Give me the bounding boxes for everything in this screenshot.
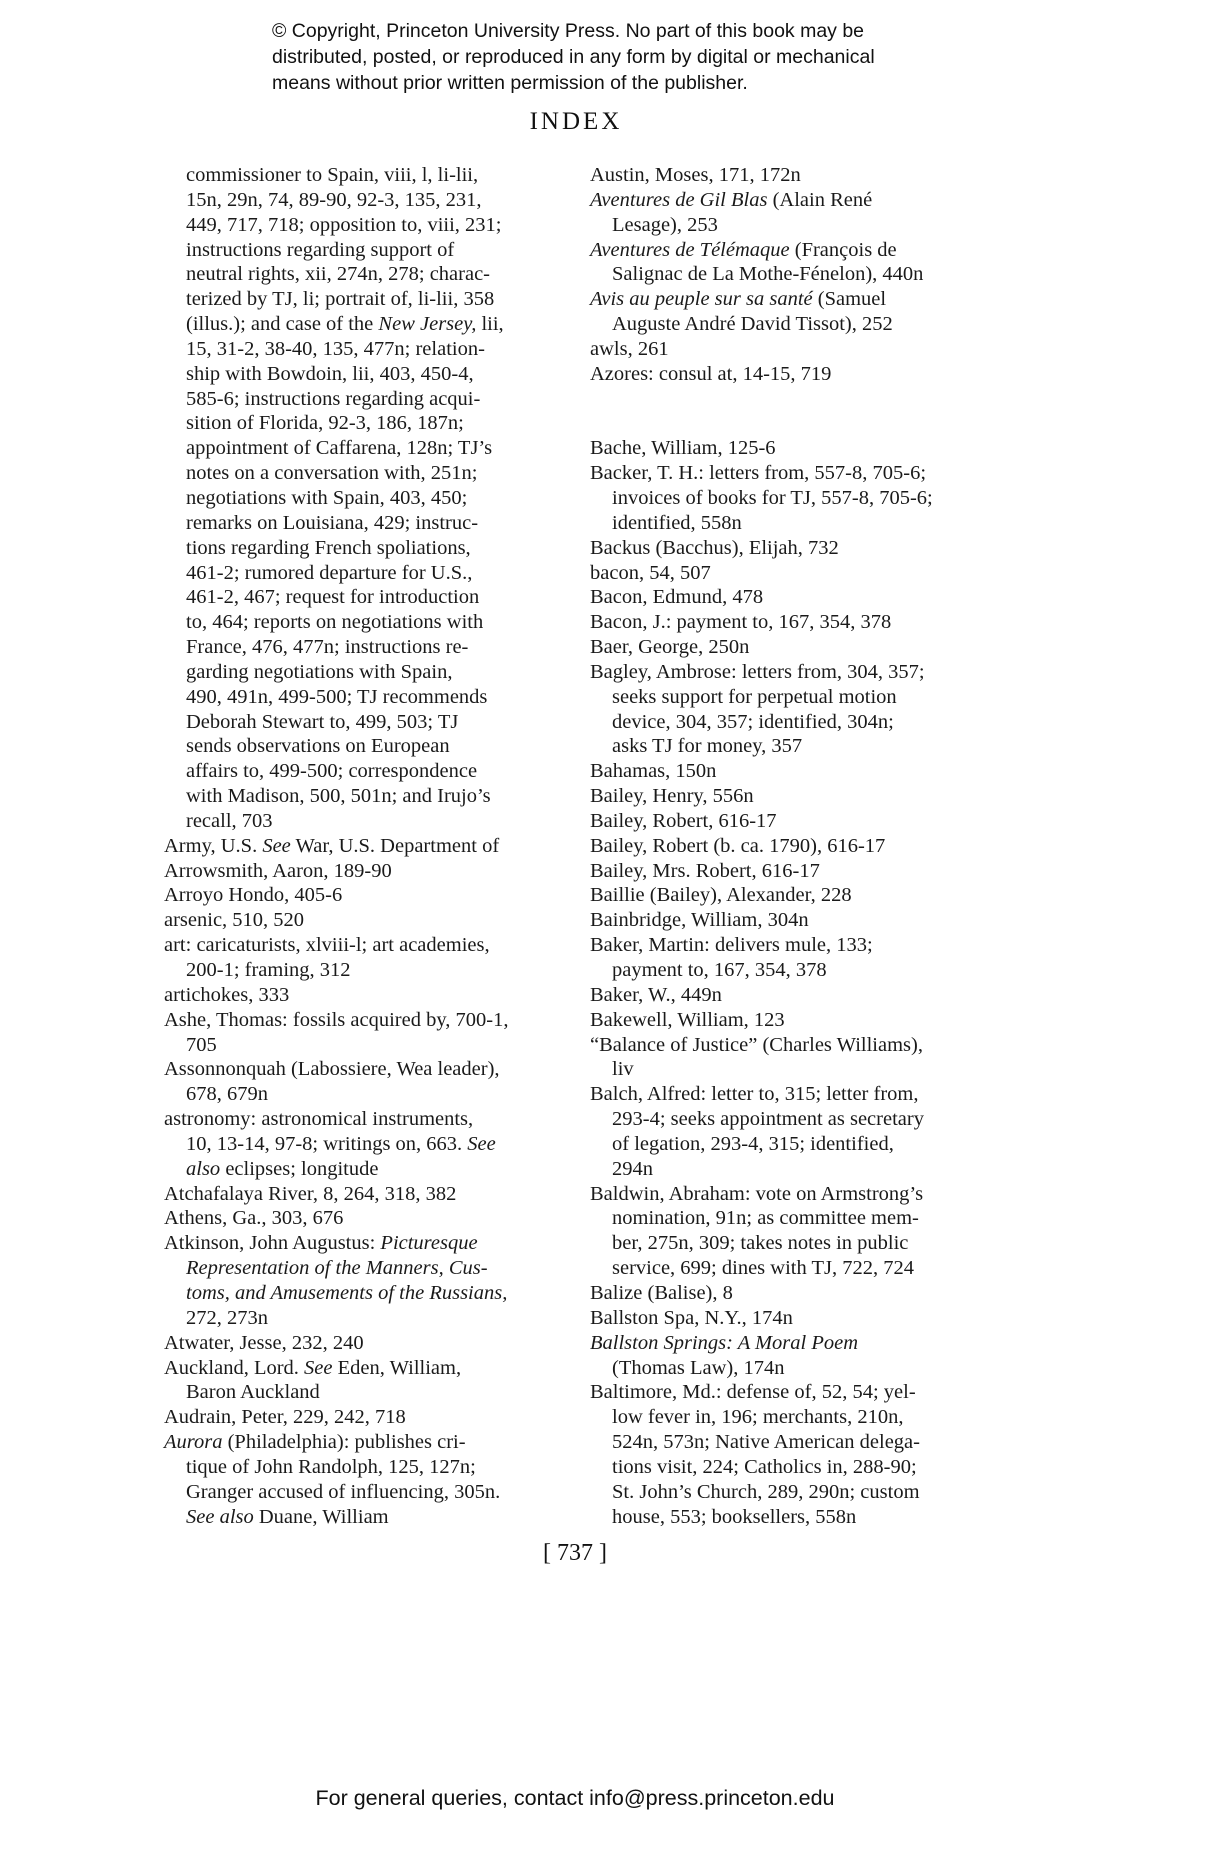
index-entry-head [164,1231,574,1256]
index-text: Baltimore, Md.: defense of, 52, 54; yel- [590,1381,916,1404]
index-entry-head [590,536,1002,561]
index-entry-head [164,983,574,1008]
index-text: Bahamas, 150n [590,760,717,783]
index-text: sends observations on European [186,735,450,758]
index-entry-continuation [164,387,574,412]
index-entry-head [590,809,1002,834]
index-text: Duane, William [253,1505,389,1528]
index-text: (illus.); and case of the [186,313,379,336]
index-text: Aventures de Télémaque [590,238,790,261]
index-entry-continuation [164,511,574,536]
index-column-right [590,163,1002,1529]
index-text: Azores: consul at, 14-15, 719 [590,362,832,385]
index-text: Representation of the Manners, Cus- [186,1257,488,1280]
index-entry-head [590,933,1002,958]
index-text: 200-1; framing, 312 [186,959,351,981]
index-entry-head [164,859,574,884]
index-entry-head [164,1331,574,1356]
index-entry-head [590,784,1002,809]
index-entry-continuation [164,287,574,312]
index-entry-continuation [590,958,1002,983]
index-text: Arroyo Hondo, 405-6 [164,884,343,907]
index-entry-head [164,1182,574,1207]
index-entry-head [590,834,1002,859]
index-entry-continuation [590,312,1002,337]
index-text: 490, 491n, 499-500; TJ recommends [186,685,488,708]
index-text: Assonnonquah (Labossiere, Wea leader), [164,1058,500,1081]
index-text: Salignac de La Mothe-Fénelon), 440n [612,263,924,286]
index-text: ber, 275n, 309; takes notes in public [612,1232,909,1255]
index-entry-continuation [164,1480,574,1505]
index-entry-head [164,1107,574,1132]
index-entry-continuation [164,784,574,809]
index-text: Audrain, Peter, 229, 242, 718 [164,1406,406,1429]
index-entry-continuation [590,1231,1002,1256]
index-text: affairs to, 499-500; correspondence [186,760,478,783]
index-text: artichokes, 333 [164,983,290,1006]
index-text: low fever in, 196; merchants, 210n, [612,1406,904,1429]
index-entry-continuation [590,1132,1002,1157]
index-text: house, 553; booksellers, 558n [612,1505,857,1528]
index-text: recall, 703 [186,809,273,832]
index-text: See [467,1132,496,1155]
index-text: terized by TJ, li; portrait of, li-lii, 358 [186,288,495,311]
index-entry-continuation [590,1455,1002,1480]
index-entry-continuation [164,362,574,387]
index-entry-head [590,436,1002,461]
index-entry-head [590,635,1002,660]
index-text: identified, 558n [612,511,742,534]
index-text: nomination, 91n; as committee mem- [612,1207,919,1230]
index-text: (Thomas Law), 174n [612,1356,785,1379]
index-entry-head [590,1082,1002,1107]
index-text: appointment of Caffarena, 128n; TJ’s [186,437,493,460]
index-entry-continuation [164,1132,574,1157]
index-text: Bakewell, William, 123 [590,1008,785,1031]
index-entry-head [164,883,574,908]
index-entry-continuation [590,1480,1002,1505]
index-entry-head [590,859,1002,884]
index-spacer [590,387,1002,412]
index-entry-continuation [164,163,574,188]
index-text: 15, 31-2, 38-40, 135, 477n; relation- [186,337,485,360]
index-text: also [186,1157,221,1180]
index-entry-head [590,337,1002,362]
index-entry-continuation [590,710,1002,735]
index-entry-head [590,163,1002,188]
index-text: Bailey, Henry, 556n [590,785,754,808]
index-text: negotiations with Spain, 403, 450; [186,486,468,509]
index-text: with Madison, 500, 501n; and Irujo’s [186,785,491,808]
index-text: of legation, 293-4, 315; identified, [612,1132,894,1155]
index-text: liv [612,1058,634,1081]
index-entry-continuation [590,1430,1002,1455]
index-entry-continuation [590,1107,1002,1132]
index-entry-head [590,759,1002,784]
index-entry-head [590,883,1002,908]
index-entry-continuation [590,685,1002,710]
index-entry-continuation [164,1157,574,1182]
index-text: Atchafalaya River, 8, 264, 318, 382 [164,1182,457,1205]
index-entry-continuation [590,1505,1002,1530]
index-text: New Jersey, [378,313,477,336]
index-text: payment to, 167, 354, 378 [612,959,827,981]
index-entry-head [590,561,1002,586]
index-text: Baillie (Bailey), Alexander, 228 [590,884,852,907]
index-text: Arrowsmith, Aaron, 189-90 [164,859,392,882]
index-entry-continuation [164,238,574,263]
index-text: 461-2, 467; request for introduction [186,586,480,609]
index-entry-head [590,238,1002,263]
index-entry-head [590,908,1002,933]
index-entry-continuation [164,536,574,561]
index-text: notes on a conversation with, 251n; [186,462,478,485]
index-entry-head [590,1008,1002,1033]
index-entry-head [164,908,574,933]
index-text: Backer, T. H.: letters from, 557-8, 705-6; [590,462,927,485]
index-text: service, 699; dines with TJ, 722, 724 [612,1257,914,1280]
index-entry-continuation [164,1281,574,1306]
index-entry-head [590,1306,1002,1331]
index-text: Lesage), 253 [612,213,718,236]
index-entry-continuation [164,312,574,337]
index-text: Ballston Springs: A Moral Poem [590,1331,859,1354]
index-text: Baker, Martin: delivers mule, 133; [590,934,873,957]
index-entry-continuation [590,486,1002,511]
index-entry-continuation [164,436,574,461]
index-text: France, 476, 477n; instructions re- [186,636,469,659]
page-number: [ 737 ] [543,1540,607,1566]
index-text: Eden, William, [332,1356,462,1379]
index-entry-continuation [164,809,574,834]
index-text: toms, and Amusements of the Russians, [186,1281,508,1304]
page-title: INDEX [529,108,623,135]
index-entry-continuation [164,759,574,784]
copyright-line: means without prior written permission of the publisher. [272,72,748,94]
index-text: 461-2; rumored departure for U.S., [186,561,473,584]
index-entry-head [590,362,1002,387]
index-text: to, 464; reports on negotiations with [186,611,484,634]
index-entry-continuation [590,1356,1002,1381]
index-text: Auckland, Lord. [164,1356,305,1379]
index-entry-head [590,1331,1002,1356]
index-spacer [590,411,1002,436]
copyright-line: distributed, posted, or reproduced in any form by digital or mechanical [272,46,875,68]
index-entry-continuation [164,1082,574,1107]
index-text: Aurora [164,1431,223,1454]
index-entry-continuation [590,262,1002,287]
index-text: Balize (Balise), 8 [590,1281,733,1304]
index-text: remarks on Louisiana, 429; instruc- [186,511,479,534]
index-entry-continuation [164,213,574,238]
index-entry-head [164,1356,574,1381]
index-entry-continuation [164,958,574,983]
index-entry-continuation [164,660,574,685]
index-text: 272, 273n [186,1306,268,1329]
index-entry-head [590,585,1002,610]
index-entry-continuation [164,1256,574,1281]
index-entry-head [164,933,574,958]
index-text: (François de [789,238,897,261]
index-entry-continuation [164,1306,574,1331]
index-text: Avis au peuple sur sa santé [590,288,813,311]
copyright-notice [272,18,1032,96]
index-text: tique of John Randolph, 125, 127n; [186,1455,476,1478]
index-entry-head [164,1008,574,1033]
index-entry-head [164,834,574,859]
index-entry-continuation [164,585,574,610]
index-text: 678, 679n [186,1083,268,1106]
index-entry-continuation [590,213,1002,238]
index-text: bacon, 54, 507 [590,561,711,584]
index-text: ship with Bowdoin, lii, 403, 450-4, [186,362,474,385]
index-text: Bacon, Edmund, 478 [590,586,764,609]
index-entry-continuation [590,734,1002,759]
index-text: Bailey, Robert, 616-17 [590,809,777,832]
index-entry-head [164,1206,574,1231]
index-text: 585-6; instructions regarding acqui- [186,387,481,410]
index-entry-continuation [164,188,574,213]
index-entry-head [590,1380,1002,1405]
index-text: Backus (Bacchus), Elijah, 732 [590,536,839,559]
index-text: instructions regarding support of [186,238,455,261]
footer-contact: For general queries, contact info@press.princeton.edu [315,1786,835,1810]
index-entry-continuation [164,486,574,511]
index-entry-head [590,983,1002,1008]
index-text: (Alain René [767,188,873,211]
index-entry-continuation [590,1057,1002,1082]
index-entry-head [164,1430,574,1455]
index-entry-continuation [164,635,574,660]
index-text: Balch, Alfred: letter to, 315; letter from, [590,1083,919,1106]
index-entry-head [164,1405,574,1430]
index-entry-continuation [164,1033,574,1058]
index-entry-continuation [590,1206,1002,1231]
index-entry-continuation [164,561,574,586]
index-text: Atwater, Jesse, 232, 240 [164,1331,364,1354]
index-text: Ashe, Thomas: fossils acquired by, 700-1, [164,1008,509,1031]
index-text: See also [186,1505,254,1528]
index-text: sition of Florida, 92-3, 186, 187n; [186,412,464,435]
index-entry-continuation [164,262,574,287]
index-entry-head [590,461,1002,486]
index-entry-head [590,188,1002,213]
index-text: Bainbridge, William, 304n [590,909,809,932]
index-text: “Balance of Justice” (Charles Williams), [590,1033,923,1056]
index-entry-continuation [164,610,574,635]
index-text: Baron Auckland [186,1381,320,1404]
index-entry-continuation [590,1157,1002,1182]
index-text: Athens, Ga., 303, 676 [164,1207,344,1230]
index-entry-head [590,610,1002,635]
index-text: eclipses; longitude [220,1157,379,1180]
index-text: Bailey, Mrs. Robert, 616-17 [590,859,820,882]
index-text: Baker, W., 449n [590,983,722,1006]
index-text: seeks support for perpetual motion [612,685,897,708]
index-text: Picturesque [380,1232,478,1255]
index-text: Baldwin, Abraham: vote on Armstrong’s [590,1182,924,1205]
index-text: tions visit, 224; Catholics in, 288-90; [612,1455,917,1478]
index-text: 15n, 29n, 74, 89-90, 92-3, 135, 231, [186,188,482,211]
index-text: 293-4; seeks appointment as secretary [612,1108,924,1131]
index-text: asks TJ for money, 357 [612,735,803,758]
index-text: arsenic, 510, 520 [164,909,305,932]
index-text: lii, [476,313,504,336]
index-text: Ballston Spa, N.Y., 174n [590,1306,793,1329]
index-text: See [262,834,291,857]
index-text: 294n [612,1157,653,1180]
index-text: commissioner to Spain, viii, l, li-lii, [186,164,479,186]
index-text: (Philadelphia): publishes cri- [222,1431,466,1454]
index-text: Bacon, J.: payment to, 167, 354, 378 [590,611,892,634]
index-text: Bailey, Robert (b. ca. 1790), 616-17 [590,834,886,857]
index-text: 705 [186,1033,217,1056]
index-text: Granger accused of influencing, 305n. [186,1480,501,1503]
index-text: garding negotiations with Spain, [186,660,453,683]
index-text: St. John’s Church, 289, 290n; custom [612,1480,920,1503]
index-text: Deborah Stewart to, 499, 503; TJ [186,710,459,733]
index-entry-continuation [590,1256,1002,1281]
index-entry-continuation [590,511,1002,536]
index-entry-continuation [164,1455,574,1480]
index-entry-continuation [164,710,574,735]
index-text: (Samuel [812,288,887,311]
index-text: tions regarding French spoliations, [186,536,471,559]
index-entry-continuation [164,1505,574,1530]
index-text: Bagley, Ambrose: letters from, 304, 357; [590,660,925,683]
index-entry-head [590,1281,1002,1306]
copyright-line: © Copyright, Princeton University Press. No part of this book may be [272,20,865,42]
index-text: Austin, Moses, 171, 172n [590,164,801,186]
index-text: astronomy: astronomical instruments, [164,1108,474,1131]
index-text: awls, 261 [590,337,669,360]
index-text: invoices of books for TJ, 557-8, 705-6; [612,486,933,509]
index-text: 10, 13-14, 97-8; writings on, 663. [186,1132,468,1155]
index-text: art: caricaturists, xlviii-l; art academies, [164,934,490,957]
index-entry-continuation [164,337,574,362]
index-text: neutral rights, xii, 274n, 278; charac- [186,263,490,286]
index-entry-continuation [164,734,574,759]
index-entry-head [590,1182,1002,1207]
index-entry-continuation [590,1405,1002,1430]
index-text: 449, 717, 718; opposition to, viii, 231; [186,213,502,236]
index-entry-continuation [164,461,574,486]
index-text: Bache, William, 125-6 [590,437,776,460]
index-text: See [304,1356,333,1379]
index-text: Auguste André David Tissot), 252 [612,313,893,336]
index-entry-head [590,660,1002,685]
index-entry-head [590,1033,1002,1058]
index-column-left [164,163,574,1529]
index-text: Atkinson, John Augustus: [164,1232,381,1255]
index-entry-head [590,287,1002,312]
index-entry-continuation [164,411,574,436]
index-text: Army, U.S. [164,834,263,857]
index-text: Aventures de Gil Blas [590,188,768,211]
index-text: Baer, George, 250n [590,636,750,659]
index-text: 524n, 573n; Native American delega- [612,1431,920,1454]
index-text: War, U.S. Department of [290,834,500,857]
index-entry-continuation [164,1380,574,1405]
index-entry-continuation [164,685,574,710]
index-text: device, 304, 357; identified, 304n; [612,710,894,733]
index-entry-head [164,1057,574,1082]
